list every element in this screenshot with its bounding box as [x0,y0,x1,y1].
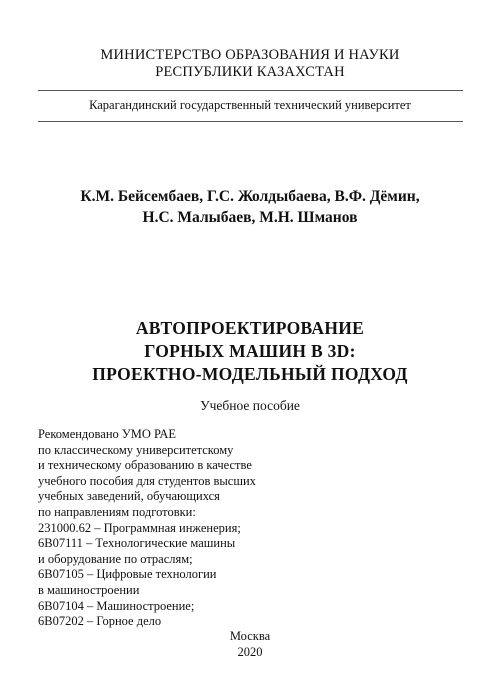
title-line: АВТОПРОЕКТИРОВАНИЕ [135,318,365,338]
publication-city: Москва [229,629,271,643]
ministry-heading [0,47,500,81]
recommendation-block [38,427,338,630]
recommendation-line: и техническому образованию в качестве [38,458,252,473]
recommendation-line: и оборудование по отраслям; [38,551,193,566]
recommendation-line: 6В07104 – Машиностроение; [38,598,195,613]
recommendation-line: Рекомендовано УМО РАЕ [38,427,177,441]
recommendation-line: 6В07105 – Цифровые технологии [38,567,217,582]
authors-line: К.М. Бейсембаев, Г.С. Жолдыбаева, В.Ф. Дёмин, [80,188,420,205]
authors-line: Н.С. Малыбаев, М.Н. Шманов [142,209,358,226]
recommendation-line: 6В07111 – Технологические машины [38,536,236,551]
recommendation-line: по направлениям подготовки: [38,504,196,519]
book-title [0,317,500,386]
authors [0,186,500,228]
recommendation-line: учебного пособия для студентов высших [38,473,256,488]
recommendation-line: по классическому университетскому [38,442,234,457]
recommendation-line: 231000.62 – Программная инженерия; [38,520,241,535]
ministry-line: МИНИСТЕРСТВО ОБРАЗОВАНИЯ И НАУКИ [100,47,400,63]
title-line: ГОРНЫХ МАШИН В 3D: [144,341,356,361]
publication-year: 2020 [237,645,263,659]
bottom-divider [38,121,463,122]
recommendation-line: учебных заведений, обучающихся [38,489,220,504]
title-line: ПРОЕКТНО-МОДЕЛЬНЫЙ ПОДХОД [92,364,408,384]
recommendation-line: в машиностроении [38,582,140,597]
recommendation-line: 6В07202 – Горное дело [38,614,162,629]
top-divider [38,90,463,91]
ministry-line: РЕСПУБЛИКИ КАЗАХСТАН [155,64,345,80]
university-name: Карагандинский государственный технический университет [89,98,411,112]
book-subtitle: Учебное пособие [200,398,300,413]
